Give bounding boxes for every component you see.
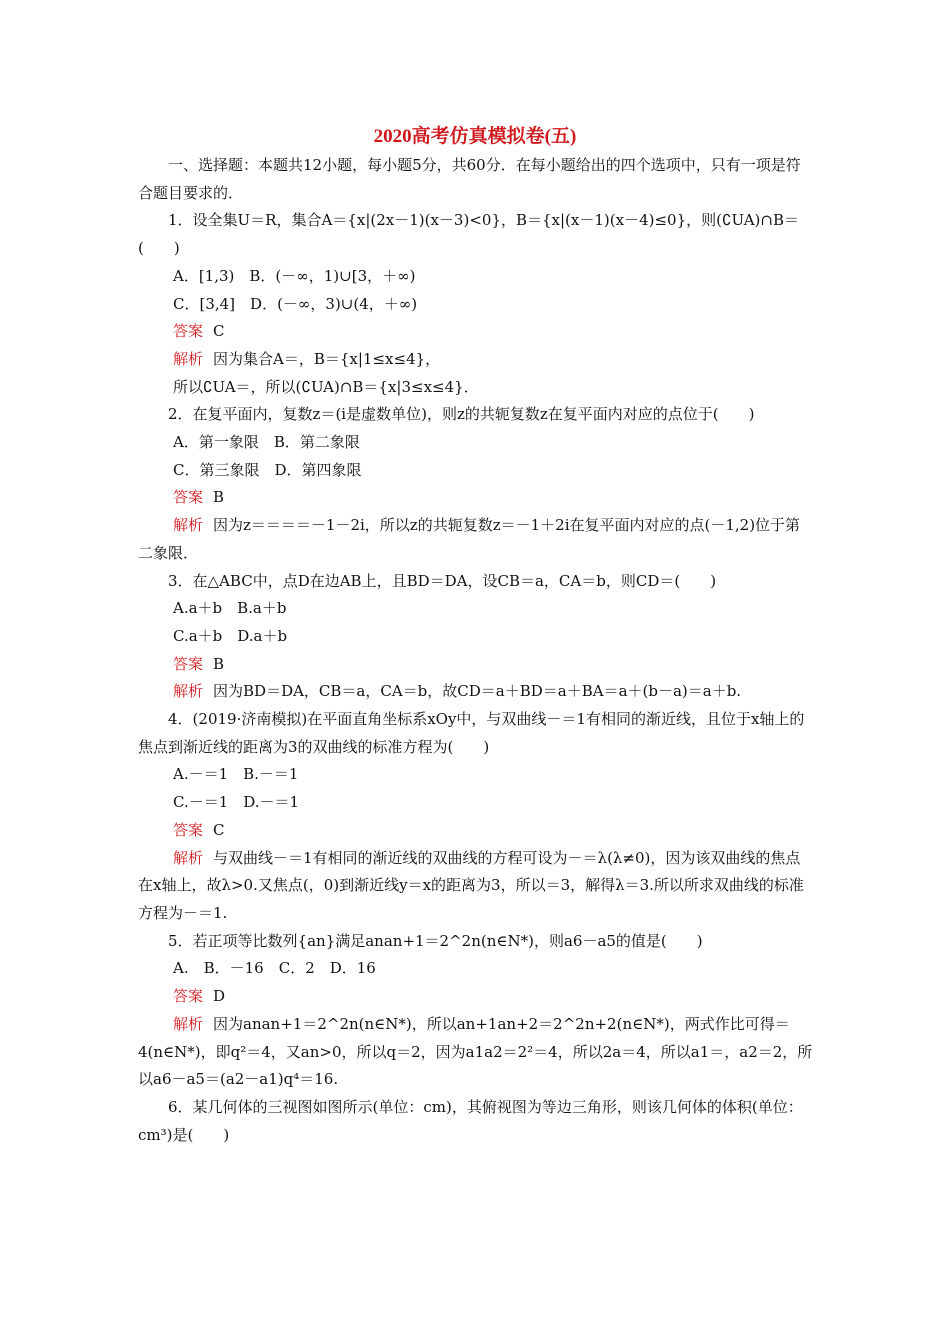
answer-label: 答案: [173, 322, 204, 341]
answer-value: C: [213, 322, 225, 341]
analysis-line: [138, 845, 814, 928]
answer-label: 答案: [173, 488, 204, 507]
question-options: A.a＋b B.a＋b: [173, 599, 287, 618]
question-stem: 4．(2019·济南模拟)在平面直角坐标系xOy中，与双曲线－＝1有相同的渐近线，且位于x轴上的焦点到渐近线的距离为3的双曲线的标准方程为( ): [138, 710, 805, 756]
question-stem: 1．设全集U＝R，集合A＝{x|(2x－1)(x－3)<0}，B＝{x|(x－1)(x－4)≤0}，则(∁UA)∩B＝( ): [138, 211, 799, 258]
analysis-text: 因为z＝＝＝＝－1－2i，所以z的共轭复数z＝－1＋2i在复平面内对应的点(－1,2)位于第二象限．: [138, 516, 801, 562]
analysis-label: 解析: [173, 516, 204, 535]
page-title: 2020高考仿真模拟卷(五): [373, 126, 577, 147]
question-stem: 3．在△ABC中，点D在边AB上，且BD＝DA，设CB＝a，CA＝b，则CD＝( ): [168, 571, 717, 590]
answer-value: B: [213, 488, 225, 507]
question-options: C．[3,4] D．(－∞，3)∪(4，＋∞): [173, 294, 418, 313]
question-options: A．[1,3) B．(－∞，1)∪[3，＋∞): [173, 266, 416, 285]
question-stem: 6．某几何体的三视图如图所示(单位：cm)，其俯视图为等边三角形，则该几何体的体积(单位：cm³)是( ): [138, 1097, 803, 1144]
answer-line: [138, 817, 814, 845]
answer-line: [138, 484, 814, 512]
answer-line: [138, 983, 814, 1011]
answer-value: C: [213, 820, 225, 839]
answer-value: D: [213, 987, 226, 1006]
question-options: A. B．－16 C．2 D．16: [173, 959, 376, 978]
question-options: A．第一象限 B．第二象限: [173, 433, 360, 452]
section-intro: 一、选择题：本题共12小题，每小题5分，共60分．在每小题给出的四个选项中，只有一项是符合题目要求的．: [138, 156, 801, 202]
question-options: C．第三象限 D．第四象限: [173, 460, 362, 479]
analysis-text: 因为集合A＝，B＝{x|1≤x≤4}，: [213, 349, 441, 368]
answer-label: 答案: [173, 820, 204, 839]
analysis-text: 与双曲线－＝1有相同的渐近线的双曲线的方程可设为－＝λ(λ≠0)，因为该双曲线的焦点在x轴上，故λ>0.又焦点(，0)到渐近线y＝x的距离为3，所以＝3，解得λ＝3.所以所求双曲线的标准方程为－＝1.: [138, 848, 804, 922]
analysis-text-more: 所以∁UA＝，所以(∁UA)∩B＝{x|3≤x≤4}．: [173, 377, 479, 396]
answer-line: [138, 651, 814, 679]
analysis-line: [138, 346, 814, 374]
answer-line: [138, 318, 814, 346]
question-options: A.－＝1 B.－＝1: [173, 765, 299, 784]
analysis-label: 解析: [173, 349, 204, 368]
answer-value: B: [213, 654, 225, 673]
analysis-label: 解析: [173, 682, 204, 701]
analysis-line: [138, 678, 814, 706]
analysis-label: 解析: [173, 1014, 204, 1033]
analysis-text: 因为BD＝DA，CB＝a，CA＝b，故CD＝a＋BD＝a＋BA＝a＋(b－a)＝a＋b.: [213, 682, 742, 701]
answer-label: 答案: [173, 654, 204, 673]
analysis-line: [138, 1011, 814, 1094]
question-options: C.－＝1 D.－＝1: [173, 793, 300, 812]
analysis-text: 因为anan+1＝2^2n(n∈N*)，所以an+1an+2＝2^2n+2(n∈N*)，两式作比可得＝4(n∈N*)，即q²＝4，又an>0，所以q＝2，因为a1a2＝2²＝4，所以2a＝4，所以a1＝，a2＝2，所以a6－a5＝(a2－a1)q⁴＝16.: [138, 1014, 813, 1089]
analysis-label: 解析: [173, 848, 204, 867]
exam-content: [138, 152, 814, 1149]
question-stem: 2．在复平面内，复数z＝(i是虚数单位)，则z的共轭复数z在复平面内对应的点位于( ): [168, 405, 755, 424]
question-options: C.a＋b D.a＋b: [173, 626, 288, 645]
question-stem: 5．若正项等比数列{an}满足anan+1＝2^2n(n∈N*)，则a6－a5的值是( ): [168, 931, 703, 950]
analysis-line: [138, 512, 814, 567]
answer-label: 答案: [173, 987, 204, 1006]
